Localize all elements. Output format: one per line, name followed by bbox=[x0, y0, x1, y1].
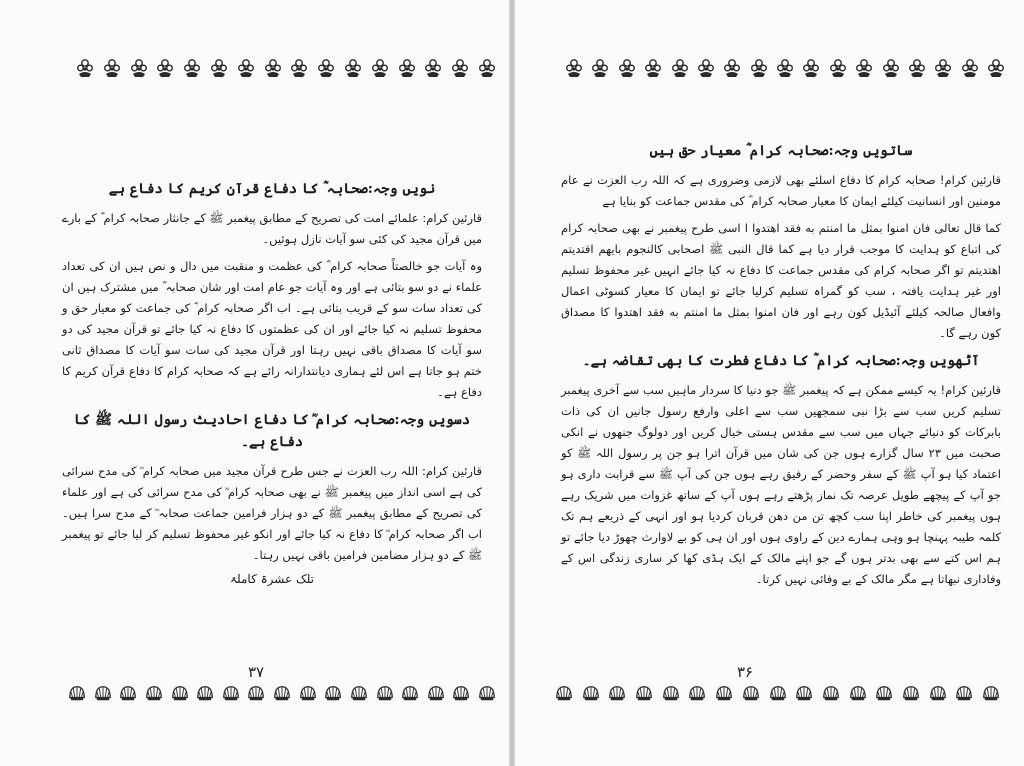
right-paragraph-1: قارئین کرام! صحابہ کرام کا دفاع اسلئے بھی لازمی وضروری ہے کہ اللہ رب العزت نے عام مومنین اور انسانیت کیلئے ایمان کا معیار صحابہ کرام ؓ کی مقدس جماعت کو بنایا ہے bbox=[561, 173, 1001, 208]
shell-motif-icon bbox=[582, 683, 600, 703]
floral-motif-icon bbox=[591, 58, 609, 78]
floral-motif-icon bbox=[802, 58, 820, 78]
shell-motif-icon bbox=[769, 683, 787, 703]
floral-motif-icon bbox=[776, 58, 794, 78]
shell-motif-icon bbox=[376, 683, 394, 703]
shell-motif-icon bbox=[822, 683, 840, 703]
floral-motif-icon bbox=[565, 58, 583, 78]
floral-motif-icon bbox=[671, 58, 689, 78]
left-paragraph-2: وہ آیات جو خالصتاً صحابہ کرام ؓ کی عظمت و منقبت میں دال و نص ہیں ان کی تعداد علماء نے دو سو بتائی ہے اور وہ آیات جو عام امت اور شان صحابہ ؓ میں مشترک ہیں ان کی تعداد سات سو کے قریب بتائی ہے۔ اب اگر صحابہ کرام ؓ کی جماعت کو معیار حق و محفوظ تسلیم نہ کیا جائے اور ان کی عظمتوں کا دفاع نہ کیا جائے تو قرآن مجید کی دو سو آیات کا مصداق باقی نہیں رہتا اور قرآن مجید کی سات سو آیات کا مصداق ثانی ختم ہو جاتا ہے اس لئے ہماری دیانتدارانہ رائے ہے کہ صحابہ کرام کا دفاع قرآن کریم کا دفاع ہے۔ bbox=[62, 259, 482, 399]
bottom-ornament-row bbox=[68, 683, 496, 705]
shell-motif-icon bbox=[299, 683, 317, 703]
bottom-ornament-row bbox=[555, 683, 1000, 705]
left-page-content bbox=[62, 178, 482, 598]
floral-motif-icon bbox=[451, 58, 469, 78]
shell-motif-icon bbox=[929, 683, 947, 703]
top-ornament-row bbox=[565, 58, 1005, 78]
floral-motif-icon bbox=[478, 58, 496, 78]
shell-motif-icon bbox=[688, 683, 706, 703]
floral-motif-icon bbox=[697, 58, 715, 78]
floral-motif-icon bbox=[210, 58, 228, 78]
shell-motif-icon bbox=[401, 683, 419, 703]
shell-motif-icon bbox=[478, 683, 496, 703]
shell-motif-icon bbox=[247, 683, 265, 703]
floral-motif-icon bbox=[855, 58, 873, 78]
floral-motif-icon bbox=[371, 58, 389, 78]
left-paragraph-3: قارئین کرام: اللہ رب العزت نے جس طرح قرآن مجید میں صحابہ کرام ؓ کی مدح سرائی کی ہے اسی انداز میں پیغمبر ﷺ نے بھی صحابہ کرام ؓ کی مدح سرائی کی ہے اور علماء کی تصریح کے مطابق پیغمبر ﷺ کے دو ہزار فرامین جماعت صحابہ ؓ کے مدح سرا ہیں۔ اب اگر صحابہ کرام ؓ کا دفاع نہ کیا جائے اور انکو غیر محفوظ تسلیم کر لیا جائے تو پیغمبر ﷺ کے دو ہزار مضامین فرامین باقی نہیں رہتا۔ bbox=[62, 464, 482, 562]
left-paragraph-1: قارئین کرام: علمائے امت کی تصریح کے مطابق پیغمبر ﷺ کے جانثار صحابہ کرام ؓ کے بارے میں قرآن مجید کی کئی سو آیات نازل ہوئیں۔ bbox=[62, 211, 482, 246]
shell-motif-icon bbox=[452, 683, 470, 703]
floral-motif-icon bbox=[103, 58, 121, 78]
shell-motif-icon bbox=[324, 683, 342, 703]
floral-motif-icon bbox=[829, 58, 847, 78]
shell-motif-icon bbox=[902, 683, 920, 703]
shell-motif-icon bbox=[849, 683, 867, 703]
shell-motif-icon bbox=[795, 683, 813, 703]
shell-motif-icon bbox=[608, 683, 626, 703]
page-number-left: ۳۷ bbox=[248, 663, 265, 681]
floral-motif-icon bbox=[130, 58, 148, 78]
shell-motif-icon bbox=[742, 683, 760, 703]
right-heading-1: ساتویں وجہ:صحابہ کرام ؓ معیار حق ہیں bbox=[649, 143, 913, 159]
floral-motif-icon bbox=[723, 58, 741, 78]
shell-motif-icon bbox=[715, 683, 733, 703]
floral-motif-icon bbox=[156, 58, 174, 78]
shell-motif-icon bbox=[662, 683, 680, 703]
floral-motif-icon bbox=[317, 58, 335, 78]
right-paragraph-3: قارئین کرام! یہ کیسے ممکن ہے کہ پیغمبر ﷺ جو دنیا کا سردار ماہیں سب سے آخری پیغمبر تسلیم کریں سب سے بڑا نبی سمجھیں سب سے اعلی وارفع رسول جانیں ان کی ذات بابرکات کو دنیائے جہاں میں سب سے مقدس ہستی خیال کریں اور دولوگ جنھوں نے انکی صحبت میں ۲۳ سال گزارے ہوں جن کی شان میں قرآن اترا ہو جن پر رسول اللہ ﷺ کو اعتماد کیا ہو آپ ﷺ کے سفر وحضر کے رفیق رہے ہوں جن کی آپ ﷺ سے قرابت داری ہو جو آپ کے پیچھے طویل عرصہ تک نماز پڑھتے رہے ہوں آپ کے ساتھ غزوات میں شریک رہے ہوں پیغمبر کی خاطر اپنا سب کچھ تن من دھن قربان کردیا ہو اور انہی کے ذریعے ہم تک کلمہ طیبہ پہنچا ہو وہی ہمارے دین کے راوی ہوں اور ان ہی کو بے لاوارث چھوڑ دیا جائے تو ہم اس کتے سے بھی بدتر ہوں گے جو اپنے مالک کے ایک ہڈی کھا کر ساری زندگی اس کے وفاداری نبھاتا ہے مگر مالک کے بے وفائی نہیں کرتا۔ bbox=[561, 383, 1001, 586]
floral-motif-icon bbox=[961, 58, 979, 78]
floral-motif-icon bbox=[987, 58, 1005, 78]
floral-motif-icon bbox=[76, 58, 94, 78]
page-number-right: ۳۶ bbox=[737, 663, 754, 681]
floral-motif-icon bbox=[934, 58, 952, 78]
shell-motif-icon bbox=[222, 683, 240, 703]
shell-motif-icon bbox=[635, 683, 653, 703]
shell-motif-icon bbox=[171, 683, 189, 703]
right-heading-2: آٹھویں وجہ:صحابہ کرام ؓ کا دفاع فطرت کا بھی تقاضہ ہے۔ bbox=[582, 353, 980, 369]
shell-motif-icon bbox=[955, 683, 973, 703]
floral-motif-icon bbox=[644, 58, 662, 78]
top-ornament-row bbox=[76, 58, 496, 78]
right-paragraph-2: کما قال تعالی فان امنوا بمثل ما امنتم به فقد اهتدوا ا اسی طرح پیغمبر نے بھی صحابہ کرام کی اتباع کو ہدایت کا موجب قرار دیا ہے کما قال النبی ﷺ اصحابی کالنجوم بایهم اقتدیتم اهتدیتم تو اگر صحابہ کرام کی مقدس جماعت کا دفاع نہ کیا جائے انہیں غیر محفوظ تسلیم اور غیر ہدایت یافتہ ، سب کو گمراہ تسلیم کرلیا جائے تو ایمان کا معیار کسوٹی اعمال وافعال صالحہ کیلئے آئیڈیل کون رہے اور فان امنوا بمثل ما امنتم به فقد اهتدوا کا مصداق کون رہے گا۔ bbox=[561, 221, 1001, 340]
floral-motif-icon bbox=[290, 58, 308, 78]
right-page-content bbox=[561, 140, 1001, 596]
shell-motif-icon bbox=[427, 683, 445, 703]
closing-line: تلک عشرۃ کاملۃ bbox=[230, 572, 314, 586]
floral-motif-icon bbox=[264, 58, 282, 78]
shell-motif-icon bbox=[875, 683, 893, 703]
left-heading-1: نویں وجہ:صحابہ ؓ کا دفاع قرآن کریم کا دفاع ہے bbox=[108, 181, 436, 197]
floral-motif-icon bbox=[237, 58, 255, 78]
left-heading-2: دسویں وجہ:صحابہ کرام ؓ کا دفاع احادیث رسول اللہ ﷺ کا دفاع ہے۔ bbox=[73, 412, 471, 450]
floral-motif-icon bbox=[424, 58, 442, 78]
floral-motif-icon bbox=[882, 58, 900, 78]
shell-motif-icon bbox=[350, 683, 368, 703]
floral-motif-icon bbox=[344, 58, 362, 78]
floral-motif-icon bbox=[618, 58, 636, 78]
shell-motif-icon bbox=[555, 683, 573, 703]
shell-motif-icon bbox=[119, 683, 137, 703]
shell-motif-icon bbox=[68, 683, 86, 703]
page-right bbox=[515, 0, 1024, 766]
shell-motif-icon bbox=[94, 683, 112, 703]
shell-motif-icon bbox=[145, 683, 163, 703]
floral-motif-icon bbox=[750, 58, 768, 78]
page-left bbox=[0, 0, 509, 766]
floral-motif-icon bbox=[908, 58, 926, 78]
shell-motif-icon bbox=[196, 683, 214, 703]
floral-motif-icon bbox=[183, 58, 201, 78]
shell-motif-icon bbox=[982, 683, 1000, 703]
shell-motif-icon bbox=[273, 683, 291, 703]
floral-motif-icon bbox=[398, 58, 416, 78]
